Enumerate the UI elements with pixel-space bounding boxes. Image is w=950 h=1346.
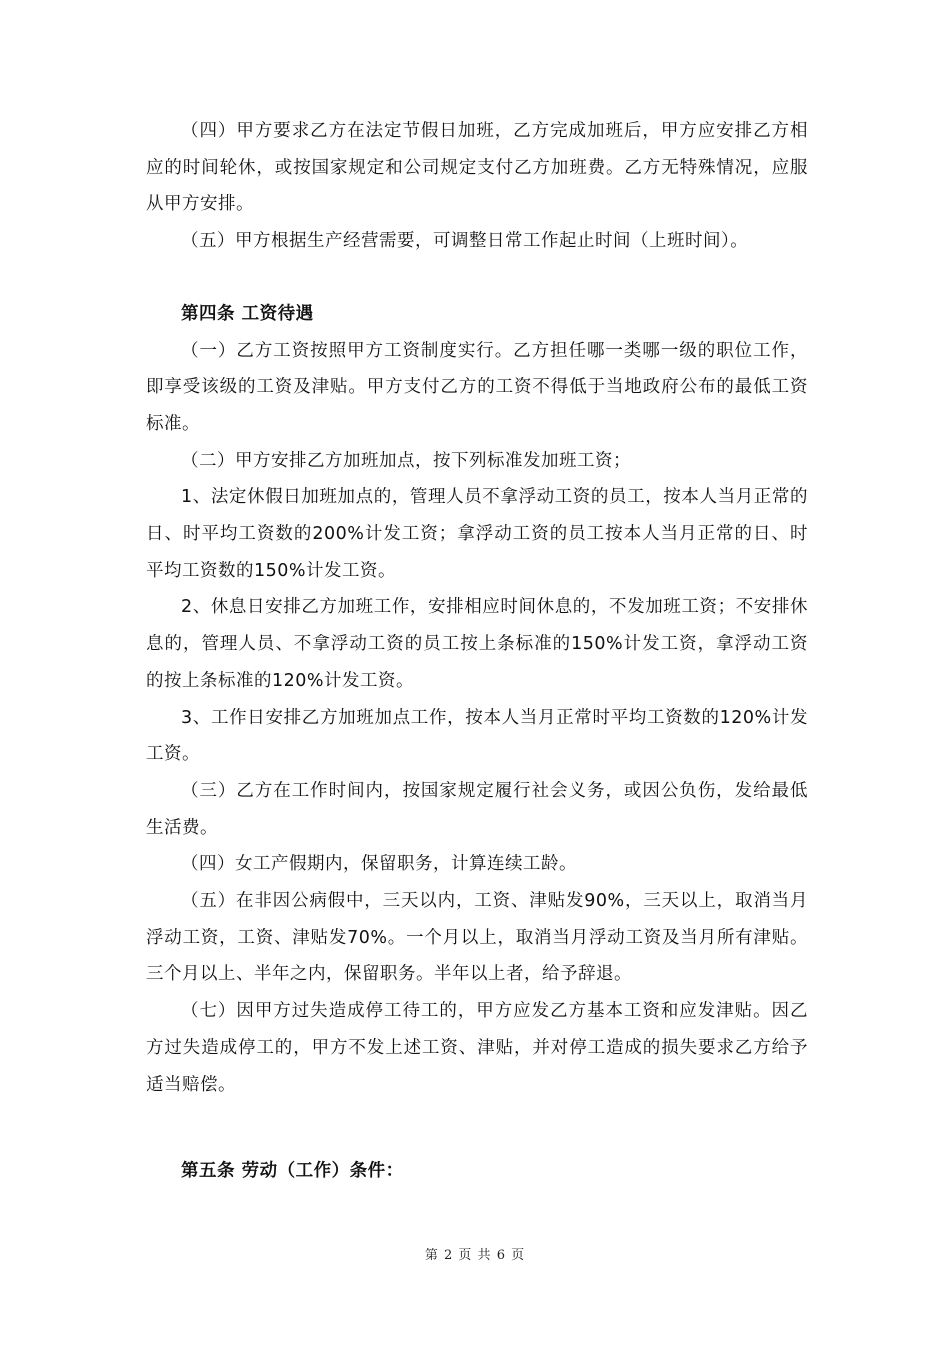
- paragraph: （四）甲方要求乙方在法定节假日加班，乙方完成加班后，甲方应安排乙方相应的时间轮休，或按国家规定和公司规定支付乙方加班费。乙方无特殊情况，应服从甲方安排。: [146, 121, 808, 215]
- paragraph: 1、法定休假日加班加点的，管理人员不拿浮动工资的员工，按本人当月正常的日、时平均工资数的200%计发工资；拿浮动工资的员工按本人当月正常的日、时平均工资数的150%计发工资。: [146, 487, 808, 581]
- paragraph: 3、工作日安排乙方加班加点工作，按本人当月正常时平均工资数的120%计发工资。: [146, 707, 808, 765]
- paragraph: （五）甲方根据生产经营需要，可调整日常工作起止时间（上班时间）。: [181, 231, 749, 252]
- document-body: [146, 113, 808, 1190]
- paragraph: （五）在非因公病假中，三天以内，工资、津贴发90%，三天以上，取消当月浮动工资，工资、津贴发70%。一个月以上，取消当月浮动工资及当月所有津贴。三个月以上、半年之内，保留职务。半年以上者，给予辞退。: [146, 891, 808, 985]
- section-heading: 第四条 工资待遇: [181, 303, 314, 324]
- paragraph: （三）乙方在工作时间内，按国家规定履行社会义务，或因公负伤，发给最低生活费。: [146, 780, 808, 838]
- paragraph: （一）乙方工资按照甲方工资制度实行。乙方担任哪一类哪一级的职位工作，即享受该级的工资及津贴。甲方支付乙方的工资不得低于当地政府公布的最低工资标准。: [146, 340, 808, 434]
- section-heading: 第五条 劳动（工作）条件：: [181, 1161, 404, 1182]
- page-number: 第 2 页 共 6 页: [424, 1248, 526, 1263]
- paragraph: （七）因甲方过失造成停工待工的，甲方应发乙方基本工资和应发津贴。因乙方过失造成停工的，甲方不发上述工资、津贴，并对停工造成的损失要求乙方给予适当赔偿。: [146, 1001, 808, 1095]
- paragraph: （二）甲方安排乙方加班加点，按下列标准发加班工资；: [181, 450, 631, 471]
- paragraph: （四）女工产假期内，保留职务，计算连续工龄。: [181, 854, 577, 875]
- paragraph: 2、休息日安排乙方加班工作，安排相应时间休息的，不发加班工资；不安排休息的，管理人员、不拿浮动工资的员工按上条标准的150%计发工资，拿浮动工资的按上条标准的120%计发工资。: [146, 597, 808, 691]
